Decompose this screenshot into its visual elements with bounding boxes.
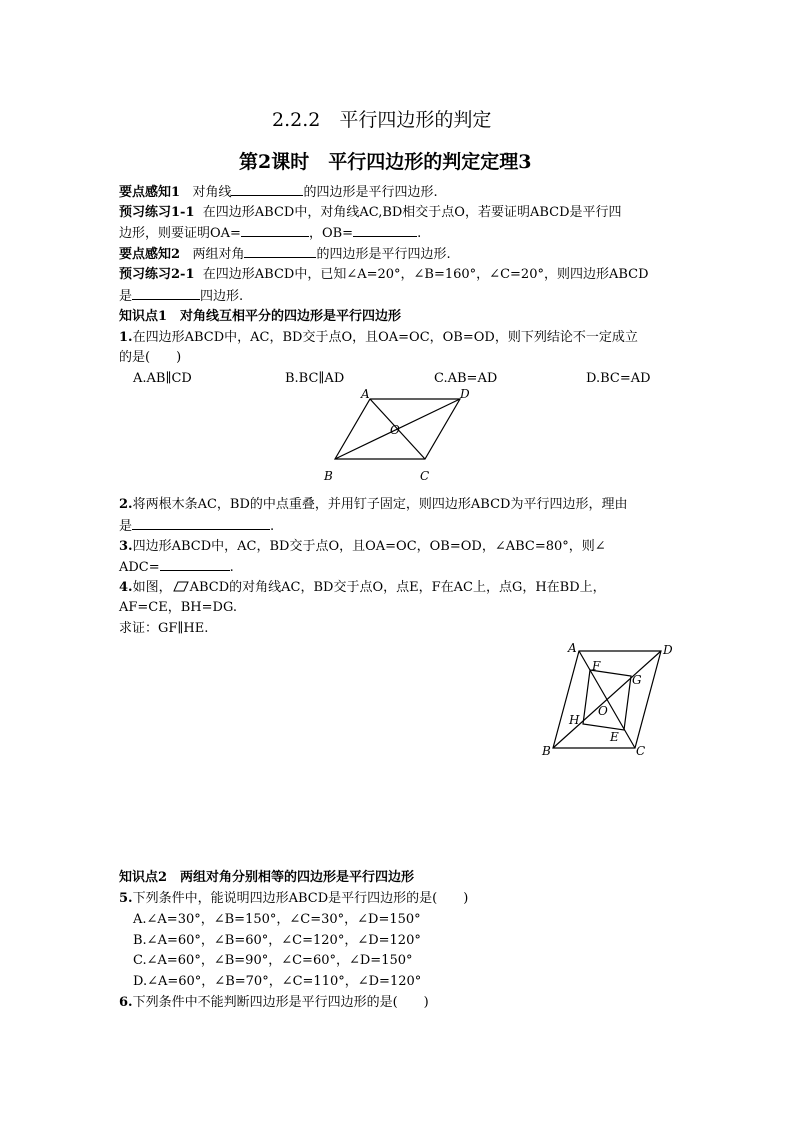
- key-point-2: [119, 244, 451, 265]
- question-1-line1: [119, 328, 638, 348]
- parallelogram-figure-2: [536, 640, 681, 760]
- fig1-label-b: B: [324, 469, 333, 483]
- ex21-label: 预习练习2-1: [119, 267, 195, 282]
- q4-number: 4.: [119, 580, 133, 595]
- question-4-line1: [119, 578, 606, 598]
- q2-blank[interactable]: [132, 516, 270, 530]
- q3-number: 3.: [119, 539, 133, 554]
- question-2-line2: [119, 516, 274, 537]
- q1-number: 1.: [119, 330, 133, 345]
- key2-blank[interactable]: [244, 244, 316, 258]
- fig1-label-a: A: [361, 388, 370, 401]
- key1-blank[interactable]: [231, 182, 303, 196]
- ex21-text2b: 四边形.: [200, 289, 244, 304]
- ex11-blank-ob[interactable]: [353, 223, 417, 237]
- question-4-line3: 求证：GF∥HE.: [119, 621, 209, 636]
- exercise-1-1-line2: [119, 223, 421, 244]
- question-3-line1: [119, 537, 606, 557]
- fig2-label-b: B: [542, 744, 551, 758]
- fig2-label-g: G: [632, 673, 642, 687]
- fig2-label-a: A: [568, 641, 577, 655]
- question-5-line1: [119, 889, 468, 909]
- q3-text2b: .: [229, 560, 234, 575]
- ex11-label: 预习练习1-1: [119, 205, 195, 220]
- ex11-text2b: ，OB=: [308, 226, 354, 241]
- q5-option-d[interactable]: D.∠A=60°，∠B=70°，∠C=110°，∠D=120°: [133, 974, 422, 989]
- q5-option-a[interactable]: A.∠A=30°，∠B=150°，∠C=30°，∠D=150°: [133, 912, 421, 927]
- fig2-label-o: O: [598, 704, 608, 718]
- lesson-title: 第2课时 平行四边形的判定定理3: [239, 151, 532, 173]
- ex11-text2c: .: [417, 226, 422, 241]
- parallelogram-symbol-icon: [173, 581, 189, 592]
- q2-text2a: 是: [119, 519, 133, 534]
- ex11-text2a: 边形，则要证明OA=: [119, 226, 241, 241]
- q2-text: 将两根木条AC，BD的中点重叠，并用钉子固定，则四边形ABCD为平行四边形，理由: [132, 497, 628, 512]
- q2-text2b: .: [270, 519, 275, 534]
- ex11-blank-oa[interactable]: [241, 223, 309, 237]
- knowledge-point-2: 知识点2 两组对角分别相等的四边形是平行四边形: [119, 870, 415, 885]
- q3-text2a: ADC=: [119, 560, 160, 575]
- ex21-blank[interactable]: [132, 286, 200, 300]
- q4-text1a: 如图，: [132, 580, 172, 595]
- section-title: 2.2.2 平行四边形的判定: [272, 109, 492, 131]
- fig2-label-f: F: [592, 659, 601, 673]
- fig2-label-d: D: [663, 643, 673, 657]
- exercise-2-1-line1: [119, 265, 649, 285]
- q6-number: 6.: [119, 995, 133, 1010]
- q6-text: 下列条件中不能判断四边形是平行四边形的是( ): [132, 995, 429, 1010]
- exercise-2-1-line2: [119, 286, 243, 307]
- q5-option-b[interactable]: B.∠A=60°，∠B=60°，∠C=120°，∠D=120°: [133, 933, 421, 948]
- ex21-text1: 在四边形ABCD中，已知∠A=20°，∠B=160°，∠C=20°，则四边形ABCD: [202, 267, 649, 282]
- q3-blank[interactable]: [160, 557, 230, 571]
- q5-text: 下列条件中，能说明四边形ABCD是平行四边形的是( ): [132, 891, 469, 906]
- q1-option-a[interactable]: A.AB∥CD: [133, 371, 192, 386]
- q1-option-c[interactable]: C.AB=AD: [434, 371, 498, 386]
- key2-post: 的四边形是平行四边形.: [316, 247, 451, 262]
- parallelogram-figure-1: [310, 388, 490, 488]
- question-4-line2: AF=CE，BH=DG.: [119, 600, 237, 615]
- ex21-text2a: 是: [119, 289, 133, 304]
- question-2-line1: [119, 495, 627, 515]
- key2-label: 要点感知2: [119, 247, 181, 262]
- fig1-label-d: D: [460, 388, 470, 401]
- q1-option-b[interactable]: B.BC∥AD: [285, 371, 345, 386]
- fig2-label-e: E: [610, 730, 619, 744]
- key2-pre: 两组对角: [192, 247, 245, 262]
- q3-text: 四边形ABCD中，AC，BD交于点O，且OA=OC，OB=OD，∠ABC=80°，则∠: [132, 539, 606, 554]
- q5-number: 5.: [119, 891, 133, 906]
- fig1-label-c: C: [420, 469, 430, 483]
- key1-post: 的四边形是平行四边形.: [303, 185, 438, 200]
- q4-text1b: ABCD的对角线AC，BD交于点O，点E，F在AC上，点G，H在BD上，: [189, 580, 606, 595]
- fig2-diagonal-bd: [553, 651, 661, 748]
- q5-option-c[interactable]: C.∠A=60°，∠B=90°，∠C=60°，∠D=150°: [133, 953, 413, 968]
- key1-pre: 对角线: [192, 185, 232, 200]
- fig1-label-o: O: [390, 423, 400, 437]
- key-point-1: [119, 182, 438, 203]
- fig2-label-c: C: [636, 744, 646, 758]
- knowledge-point-1: 知识点1 对角线互相平分的四边形是平行四边形: [119, 309, 402, 324]
- q1-option-d[interactable]: D.BC=AD: [586, 371, 651, 386]
- key1-label: 要点感知1: [119, 185, 181, 200]
- q1-text: 在四边形ABCD中，AC，BD交于点O，且OA=OC，OB=OD，则下列结论不一定成立: [132, 330, 638, 345]
- ex11-text1: 在四边形ABCD中，对角线AC,BD相交于点O，若要证明ABCD是平行四: [202, 205, 622, 220]
- q2-number: 2.: [119, 497, 133, 512]
- question-1-line2: 的是( ): [119, 350, 182, 365]
- fig2-label-h: H: [569, 713, 580, 727]
- exercise-1-1-line1: [119, 203, 622, 223]
- question-3-line2: [119, 557, 234, 578]
- question-6-line1: [119, 993, 429, 1013]
